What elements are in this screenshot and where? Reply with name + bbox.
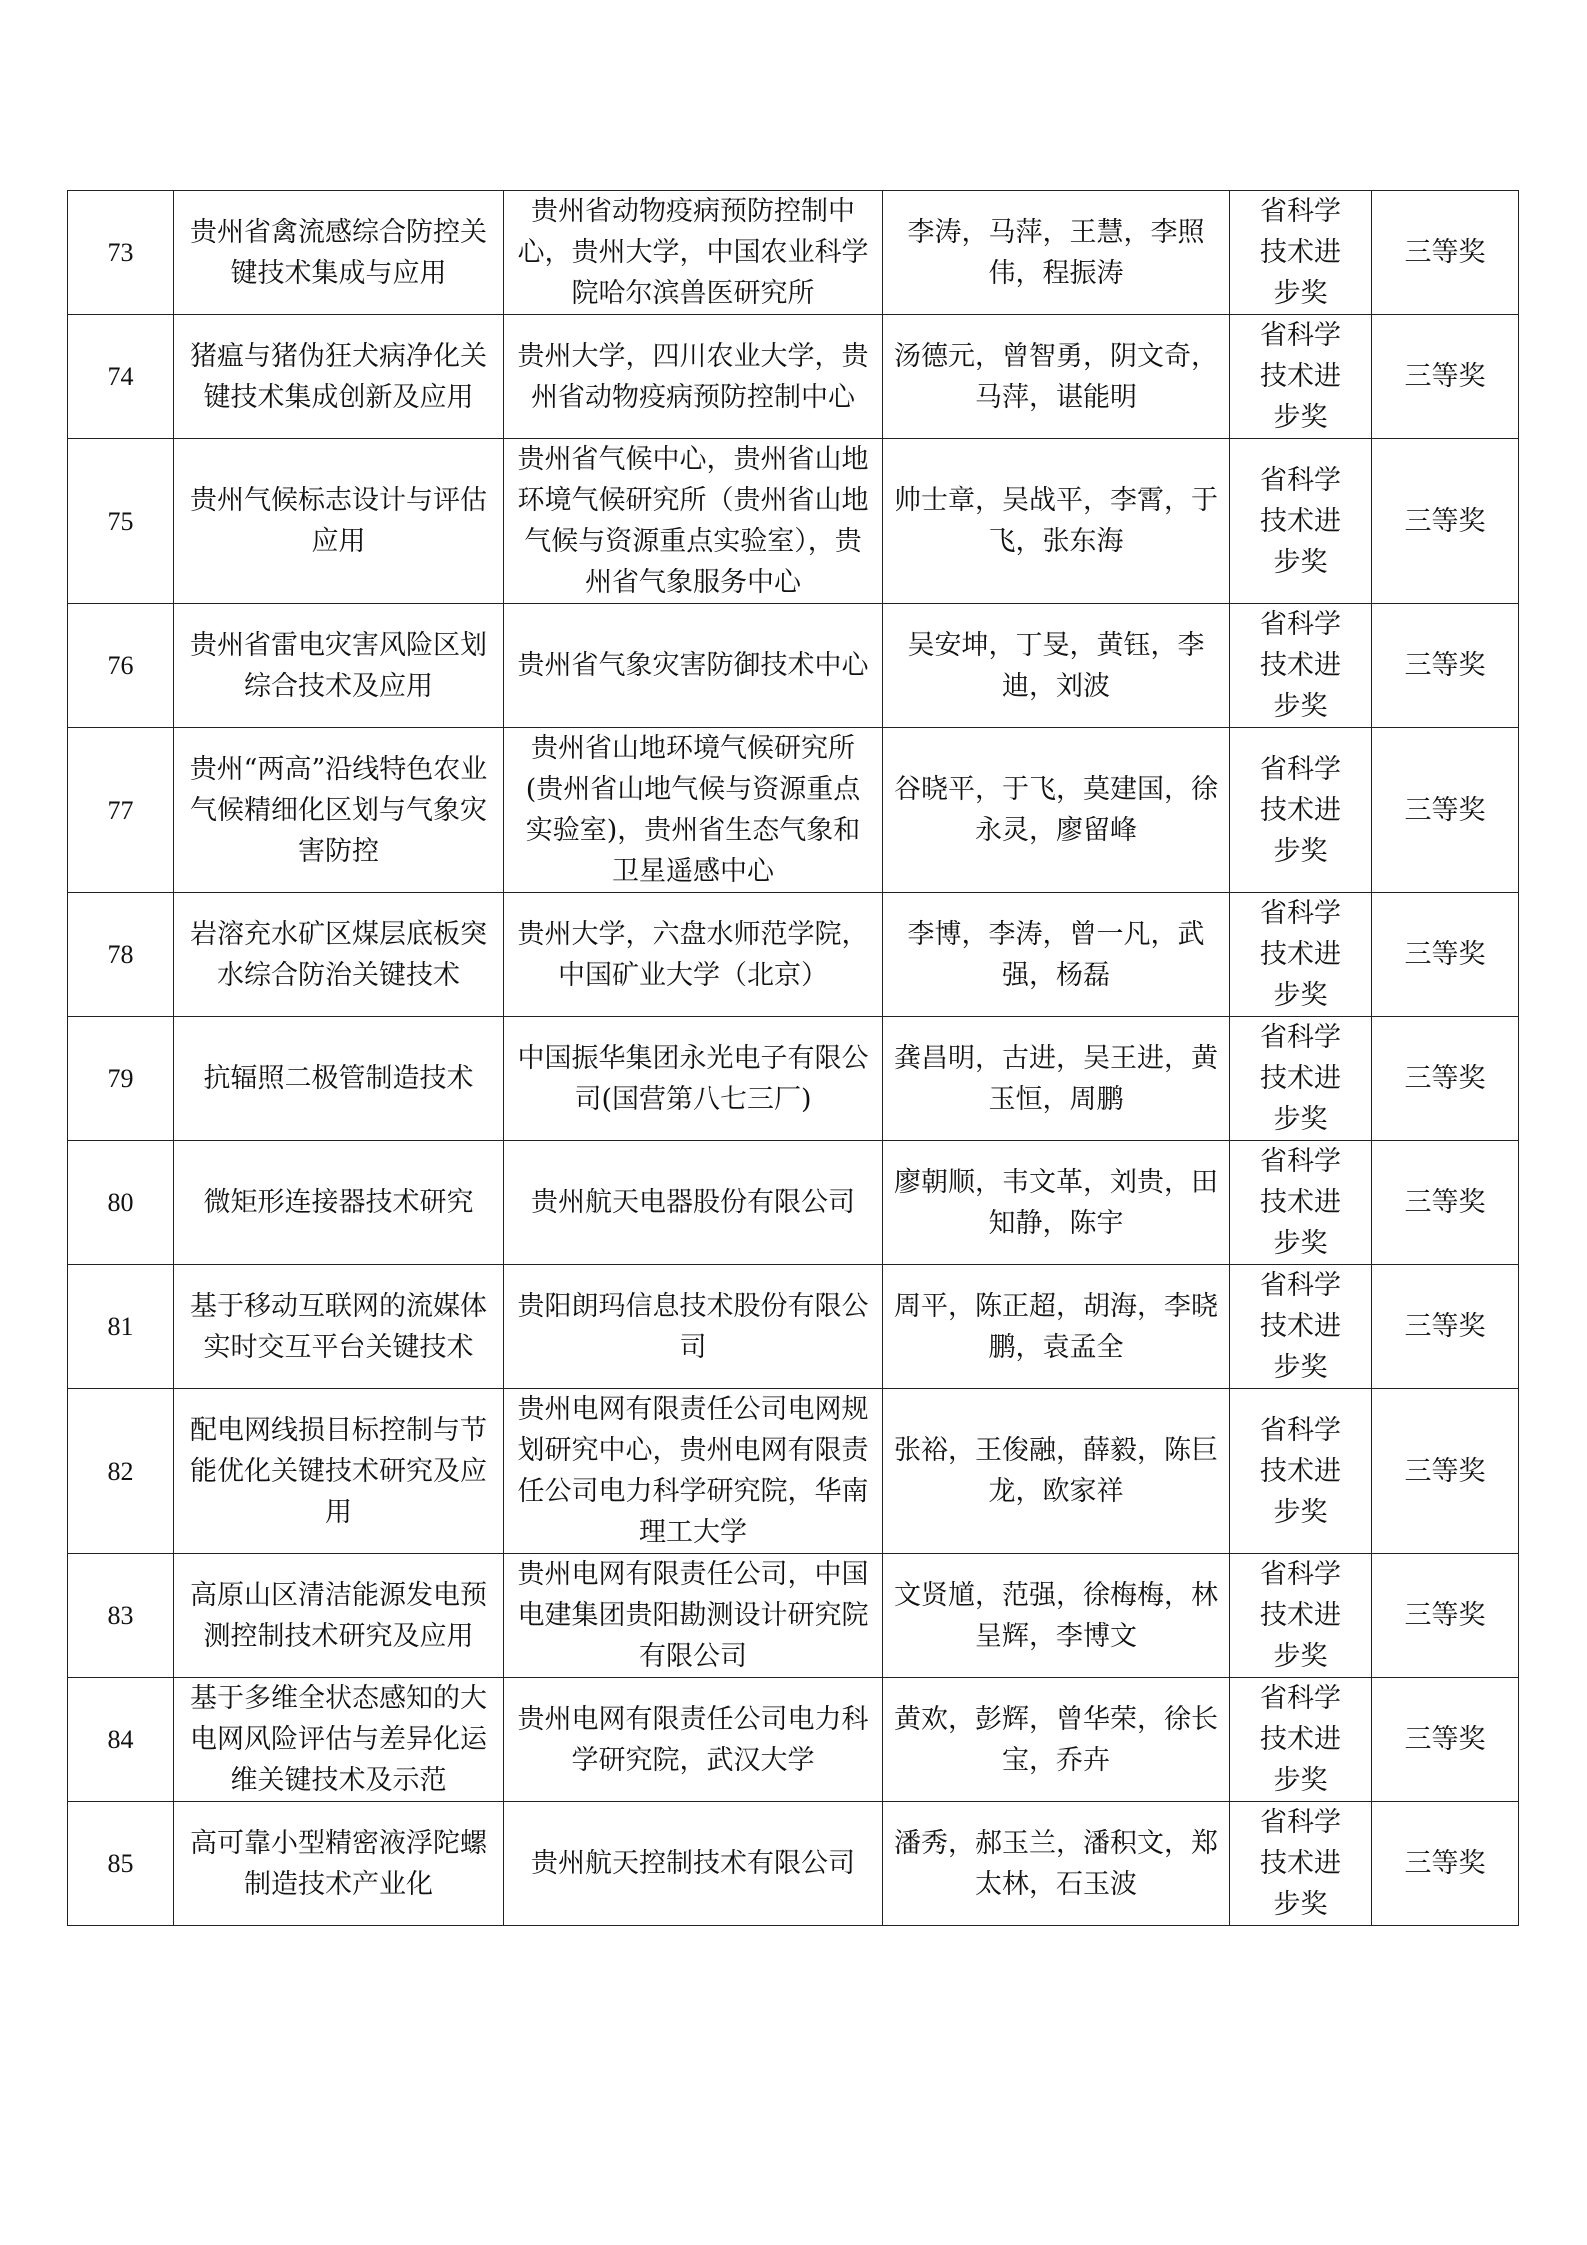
table-row	[68, 1678, 1519, 1802]
table-row	[68, 1017, 1519, 1141]
completing-people: 谷晓平，于飞，莫建国，徐永灵，廖留峰	[883, 728, 1230, 893]
completing-people: 潘秀，郝玉兰，潘积文，郑太林，石玉波	[883, 1802, 1230, 1926]
award-grade: 三等奖	[1372, 1389, 1519, 1554]
table-row	[68, 604, 1519, 728]
completing-people: 文贤馗，范强，徐梅梅，林呈辉，李博文	[883, 1554, 1230, 1678]
award-category: 省科学技术进步奖	[1230, 1554, 1372, 1678]
row-number: 74	[68, 315, 174, 439]
award-grade: 三等奖	[1372, 315, 1519, 439]
completing-units: 贵州航天电器股份有限公司	[504, 1141, 883, 1265]
completing-people: 帅士章，吴战平，李霄，于飞，张东海	[883, 439, 1230, 604]
completing-people: 周平，陈正超，胡海，李晓鹏，袁孟全	[883, 1265, 1230, 1389]
completing-units: 贵州省气候中心，贵州省山地环境气候研究所（贵州省山地气候与资源重点实验室），贵州省气象服务中心	[504, 439, 883, 604]
completing-units: 贵州大学，四川农业大学，贵州省动物疫病预防控制中心	[504, 315, 883, 439]
award-category: 省科学技术进步奖	[1230, 1678, 1372, 1802]
project-name: 贵州省禽流感综合防控关键技术集成与应用	[174, 191, 504, 315]
completing-people: 龚昌明，古进，吴王进，黄玉恒，周鹏	[883, 1017, 1230, 1141]
table-row	[68, 728, 1519, 893]
row-number: 75	[68, 439, 174, 604]
completing-units: 贵州省气象灾害防御技术中心	[504, 604, 883, 728]
table-row	[68, 1554, 1519, 1678]
completing-people: 黄欢，彭辉，曾华荣，徐长宝，乔卉	[883, 1678, 1230, 1802]
completing-people: 汤德元，曾智勇，阴文奇，马萍，谌能明	[883, 315, 1230, 439]
row-number: 80	[68, 1141, 174, 1265]
row-number: 77	[68, 728, 174, 893]
completing-units: 贵州电网有限责任公司电力科学研究院，武汉大学	[504, 1678, 883, 1802]
award-grade: 三等奖	[1372, 1265, 1519, 1389]
project-name: 贵州“两高”沿线特色农业气候精细化区划与气象灾害防控	[174, 728, 504, 893]
award-grade: 三等奖	[1372, 191, 1519, 315]
table-row	[68, 315, 1519, 439]
project-name: 高可靠小型精密液浮陀螺制造技术产业化	[174, 1802, 504, 1926]
completing-units: 贵州航天控制技术有限公司	[504, 1802, 883, 1926]
award-category: 省科学技术进步奖	[1230, 604, 1372, 728]
completing-units: 贵州电网有限责任公司电网规划研究中心，贵州电网有限责任公司电力科学研究院，华南理工大学	[504, 1389, 883, 1554]
award-grade: 三等奖	[1372, 728, 1519, 893]
award-category: 省科学技术进步奖	[1230, 1141, 1372, 1265]
award-category: 省科学技术进步奖	[1230, 439, 1372, 604]
project-name: 基于移动互联网的流媒体实时交互平台关键技术	[174, 1265, 504, 1389]
table-row	[68, 1265, 1519, 1389]
award-grade: 三等奖	[1372, 604, 1519, 728]
project-name: 高原山区清洁能源发电预测控制技术研究及应用	[174, 1554, 504, 1678]
completing-units: 贵阳朗玛信息技术股份有限公司	[504, 1265, 883, 1389]
completing-units: 中国振华集团永光电子有限公司(国营第八七三厂)	[504, 1017, 883, 1141]
award-grade: 三等奖	[1372, 1017, 1519, 1141]
completing-people: 李博，李涛，曾一凡，武强，杨磊	[883, 893, 1230, 1017]
row-number: 73	[68, 191, 174, 315]
award-category: 省科学技术进步奖	[1230, 728, 1372, 893]
row-number: 79	[68, 1017, 174, 1141]
award-category: 省科学技术进步奖	[1230, 191, 1372, 315]
row-number: 78	[68, 893, 174, 1017]
award-category: 省科学技术进步奖	[1230, 1802, 1372, 1926]
completing-people: 李涛，马萍，王慧，李照伟，程振涛	[883, 191, 1230, 315]
award-category: 省科学技术进步奖	[1230, 1389, 1372, 1554]
award-grade: 三等奖	[1372, 1802, 1519, 1926]
award-grade: 三等奖	[1372, 1678, 1519, 1802]
table-row	[68, 191, 1519, 315]
project-name: 猪瘟与猪伪狂犬病净化关键技术集成创新及应用	[174, 315, 504, 439]
project-name: 岩溶充水矿区煤层底板突水综合防治关键技术	[174, 893, 504, 1017]
completing-units: 贵州省动物疫病预防控制中心，贵州大学，中国农业科学院哈尔滨兽医研究所	[504, 191, 883, 315]
award-grade: 三等奖	[1372, 1554, 1519, 1678]
award-grade: 三等奖	[1372, 439, 1519, 604]
table-row	[68, 1141, 1519, 1265]
award-grade: 三等奖	[1372, 1141, 1519, 1265]
table-row	[68, 439, 1519, 604]
project-name: 抗辐照二极管制造技术	[174, 1017, 504, 1141]
row-number: 84	[68, 1678, 174, 1802]
table-row	[68, 1802, 1519, 1926]
award-category: 省科学技术进步奖	[1230, 893, 1372, 1017]
completing-people: 廖朝顺，韦文革，刘贵，田知静，陈宇	[883, 1141, 1230, 1265]
table-row	[68, 1389, 1519, 1554]
project-name: 贵州省雷电灾害风险区划综合技术及应用	[174, 604, 504, 728]
completing-people: 张裕，王俊融，薛毅，陈巨龙，欧家祥	[883, 1389, 1230, 1554]
row-number: 83	[68, 1554, 174, 1678]
row-number: 85	[68, 1802, 174, 1926]
completing-people: 吴安坤，丁旻，黄钰，李迪，刘波	[883, 604, 1230, 728]
project-name: 贵州气候标志设计与评估应用	[174, 439, 504, 604]
award-table	[67, 190, 1519, 1926]
project-name: 微矩形连接器技术研究	[174, 1141, 504, 1265]
completing-units: 贵州省山地环境气候研究所(贵州省山地气候与资源重点实验室)，贵州省生态气象和卫星遥感中心	[504, 728, 883, 893]
row-number: 82	[68, 1389, 174, 1554]
project-name: 基于多维全状态感知的大电网风险评估与差异化运维关键技术及示范	[174, 1678, 504, 1802]
award-category: 省科学技术进步奖	[1230, 315, 1372, 439]
completing-units: 贵州电网有限责任公司，中国电建集团贵阳勘测设计研究院有限公司	[504, 1554, 883, 1678]
award-category: 省科学技术进步奖	[1230, 1017, 1372, 1141]
project-name: 配电网线损目标控制与节能优化关键技术研究及应用	[174, 1389, 504, 1554]
completing-units: 贵州大学，六盘水师范学院，中国矿业大学（北京）	[504, 893, 883, 1017]
table-row	[68, 893, 1519, 1017]
row-number: 81	[68, 1265, 174, 1389]
award-grade: 三等奖	[1372, 893, 1519, 1017]
award-category: 省科学技术进步奖	[1230, 1265, 1372, 1389]
row-number: 76	[68, 604, 174, 728]
